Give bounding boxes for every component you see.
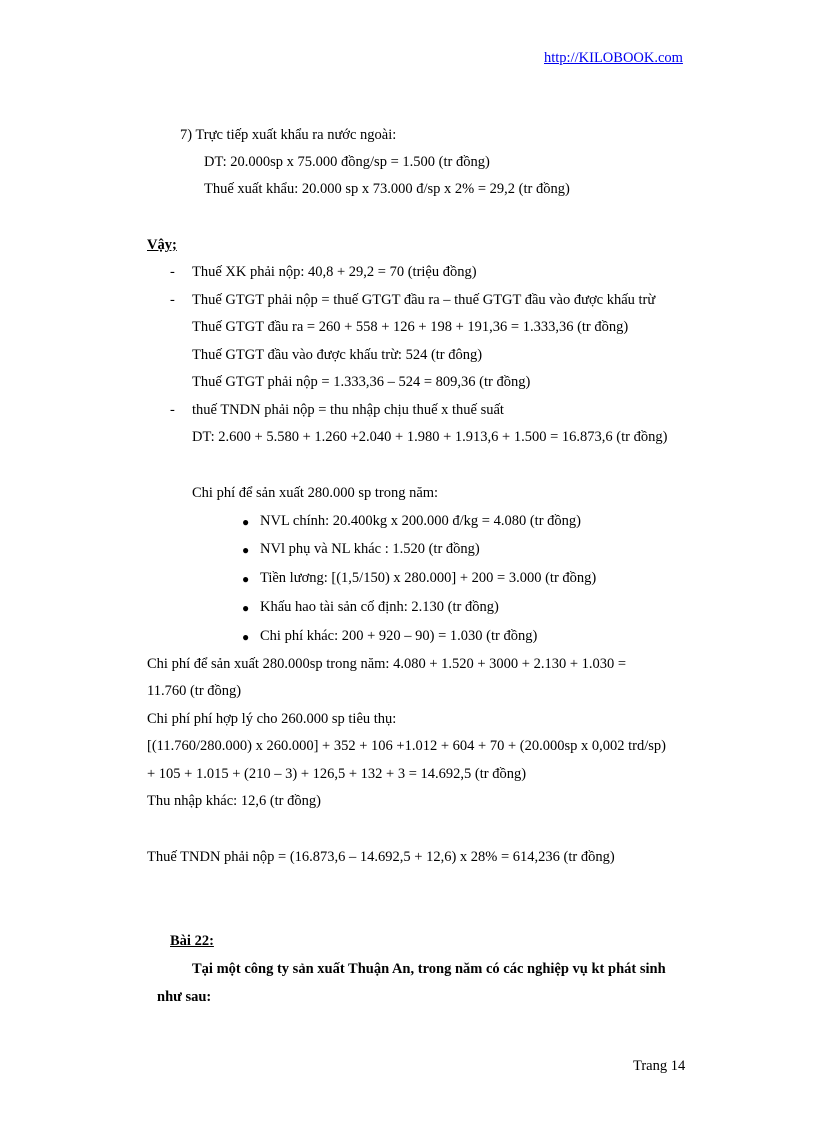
bullet-icon: ●: [242, 630, 250, 644]
cost-item: Tiền lương: [(1,5/150) x 280.000] + 200 = 3.000 (tr đồng): [260, 570, 597, 586]
reasonable-cost-heading: Chi phí phí hợp lý cho 260.000 sp tiêu thụ:: [147, 711, 397, 727]
dash-marker: -: [170, 292, 175, 308]
vat-output: Thuế GTGT đầu ra = 260 + 558 + 126 + 198 + 191,36 = 1.333,36 (tr đồng): [192, 319, 629, 335]
dash-marker: -: [170, 264, 175, 280]
conclusion-heading: Vậy;: [147, 237, 177, 253]
cost-item: Chi phí khác: 200 + 920 – 90) = 1.030 (tr đồng): [260, 628, 538, 644]
exercise-22-intro-cont: như sau:: [157, 989, 212, 1005]
vat-payable-formula: Thuế GTGT phải nộp = thuế GTGT đầu ra – thuế GTGT đầu vào được khấu trừ: [192, 292, 656, 308]
other-income: Thu nhập khác: 12,6 (tr đồng): [147, 793, 321, 809]
reasonable-cost-formula: [(11.760/280.000) x 260.000] + 352 + 106 +1.012 + 604 + 70 + (20.000sp x 0,002 trd/sp): [147, 738, 666, 754]
reasonable-cost-formula-cont: + 105 + 1.015 + (210 – 3) + 126,5 + 132 + 3 = 14.692,5 (tr đồng): [147, 766, 527, 782]
cit-formula: thuế TNDN phải nộp = thu nhập chịu thuế x thuế suất: [192, 402, 504, 418]
cost-intro: Chi phí để sản xuất 280.000 sp trong năm:: [192, 485, 439, 501]
dash-marker: -: [170, 402, 175, 418]
total-revenue: DT: 2.600 + 5.580 + 1.260 +2.040 + 1.980 + 1.913,6 + 1.500 = 16.873,6 (tr đồng): [192, 429, 668, 445]
bullet-icon: ●: [242, 515, 250, 529]
bullet-icon: ●: [242, 543, 250, 557]
item-7-export-tax: Thuế xuất khẩu: 20.000 sp x 73.000 đ/sp x 2% = 29,2 (tr đồng): [204, 181, 570, 197]
header-link[interactable]: http://KILOBOOK.com: [544, 50, 683, 66]
cit-result: Thuế TNDN phải nộp = (16.873,6 – 14.692,5 + 12,6) x 28% = 614,236 (tr đồng): [147, 849, 615, 865]
vat-payable-result: Thuế GTGT phải nộp = 1.333,36 – 524 = 809,36 (tr đồng): [192, 374, 531, 390]
cost-item: Khấu hao tài sản cố định: 2.130 (tr đồng): [260, 599, 499, 615]
bullet-icon: ●: [242, 601, 250, 615]
page-number: Trang 14: [633, 1058, 686, 1074]
production-cost-total-cont: 11.760 (tr đồng): [147, 683, 242, 699]
exercise-22-intro: Tại một công ty sản xuất Thuận An, trong năm có các nghiệp vụ kt phát sinh: [192, 961, 666, 977]
bullet-icon: ●: [242, 572, 250, 586]
cost-item: NVL chính: 20.400kg x 200.000 đ/kg = 4.080 (tr đồng): [260, 513, 581, 529]
export-tax-payable: Thuế XK phải nộp: 40,8 + 29,2 = 70 (triệu đồng): [192, 264, 477, 280]
exercise-22-title: Bài 22:: [170, 933, 214, 949]
item-7-title: 7) Trực tiếp xuất khẩu ra nước ngoài:: [180, 127, 397, 143]
cost-item: NVl phụ và NL khác : 1.520 (tr đồng): [260, 541, 480, 557]
production-cost-total: Chi phí để sản xuất 280.000sp trong năm: 4.080 + 1.520 + 3000 + 2.130 + 1.030 =: [147, 656, 627, 672]
vat-input: Thuế GTGT đầu vào được khấu trừ: 524 (tr đông): [192, 347, 483, 363]
item-7-revenue: DT: 20.000sp x 75.000 đồng/sp = 1.500 (tr đồng): [204, 154, 490, 170]
